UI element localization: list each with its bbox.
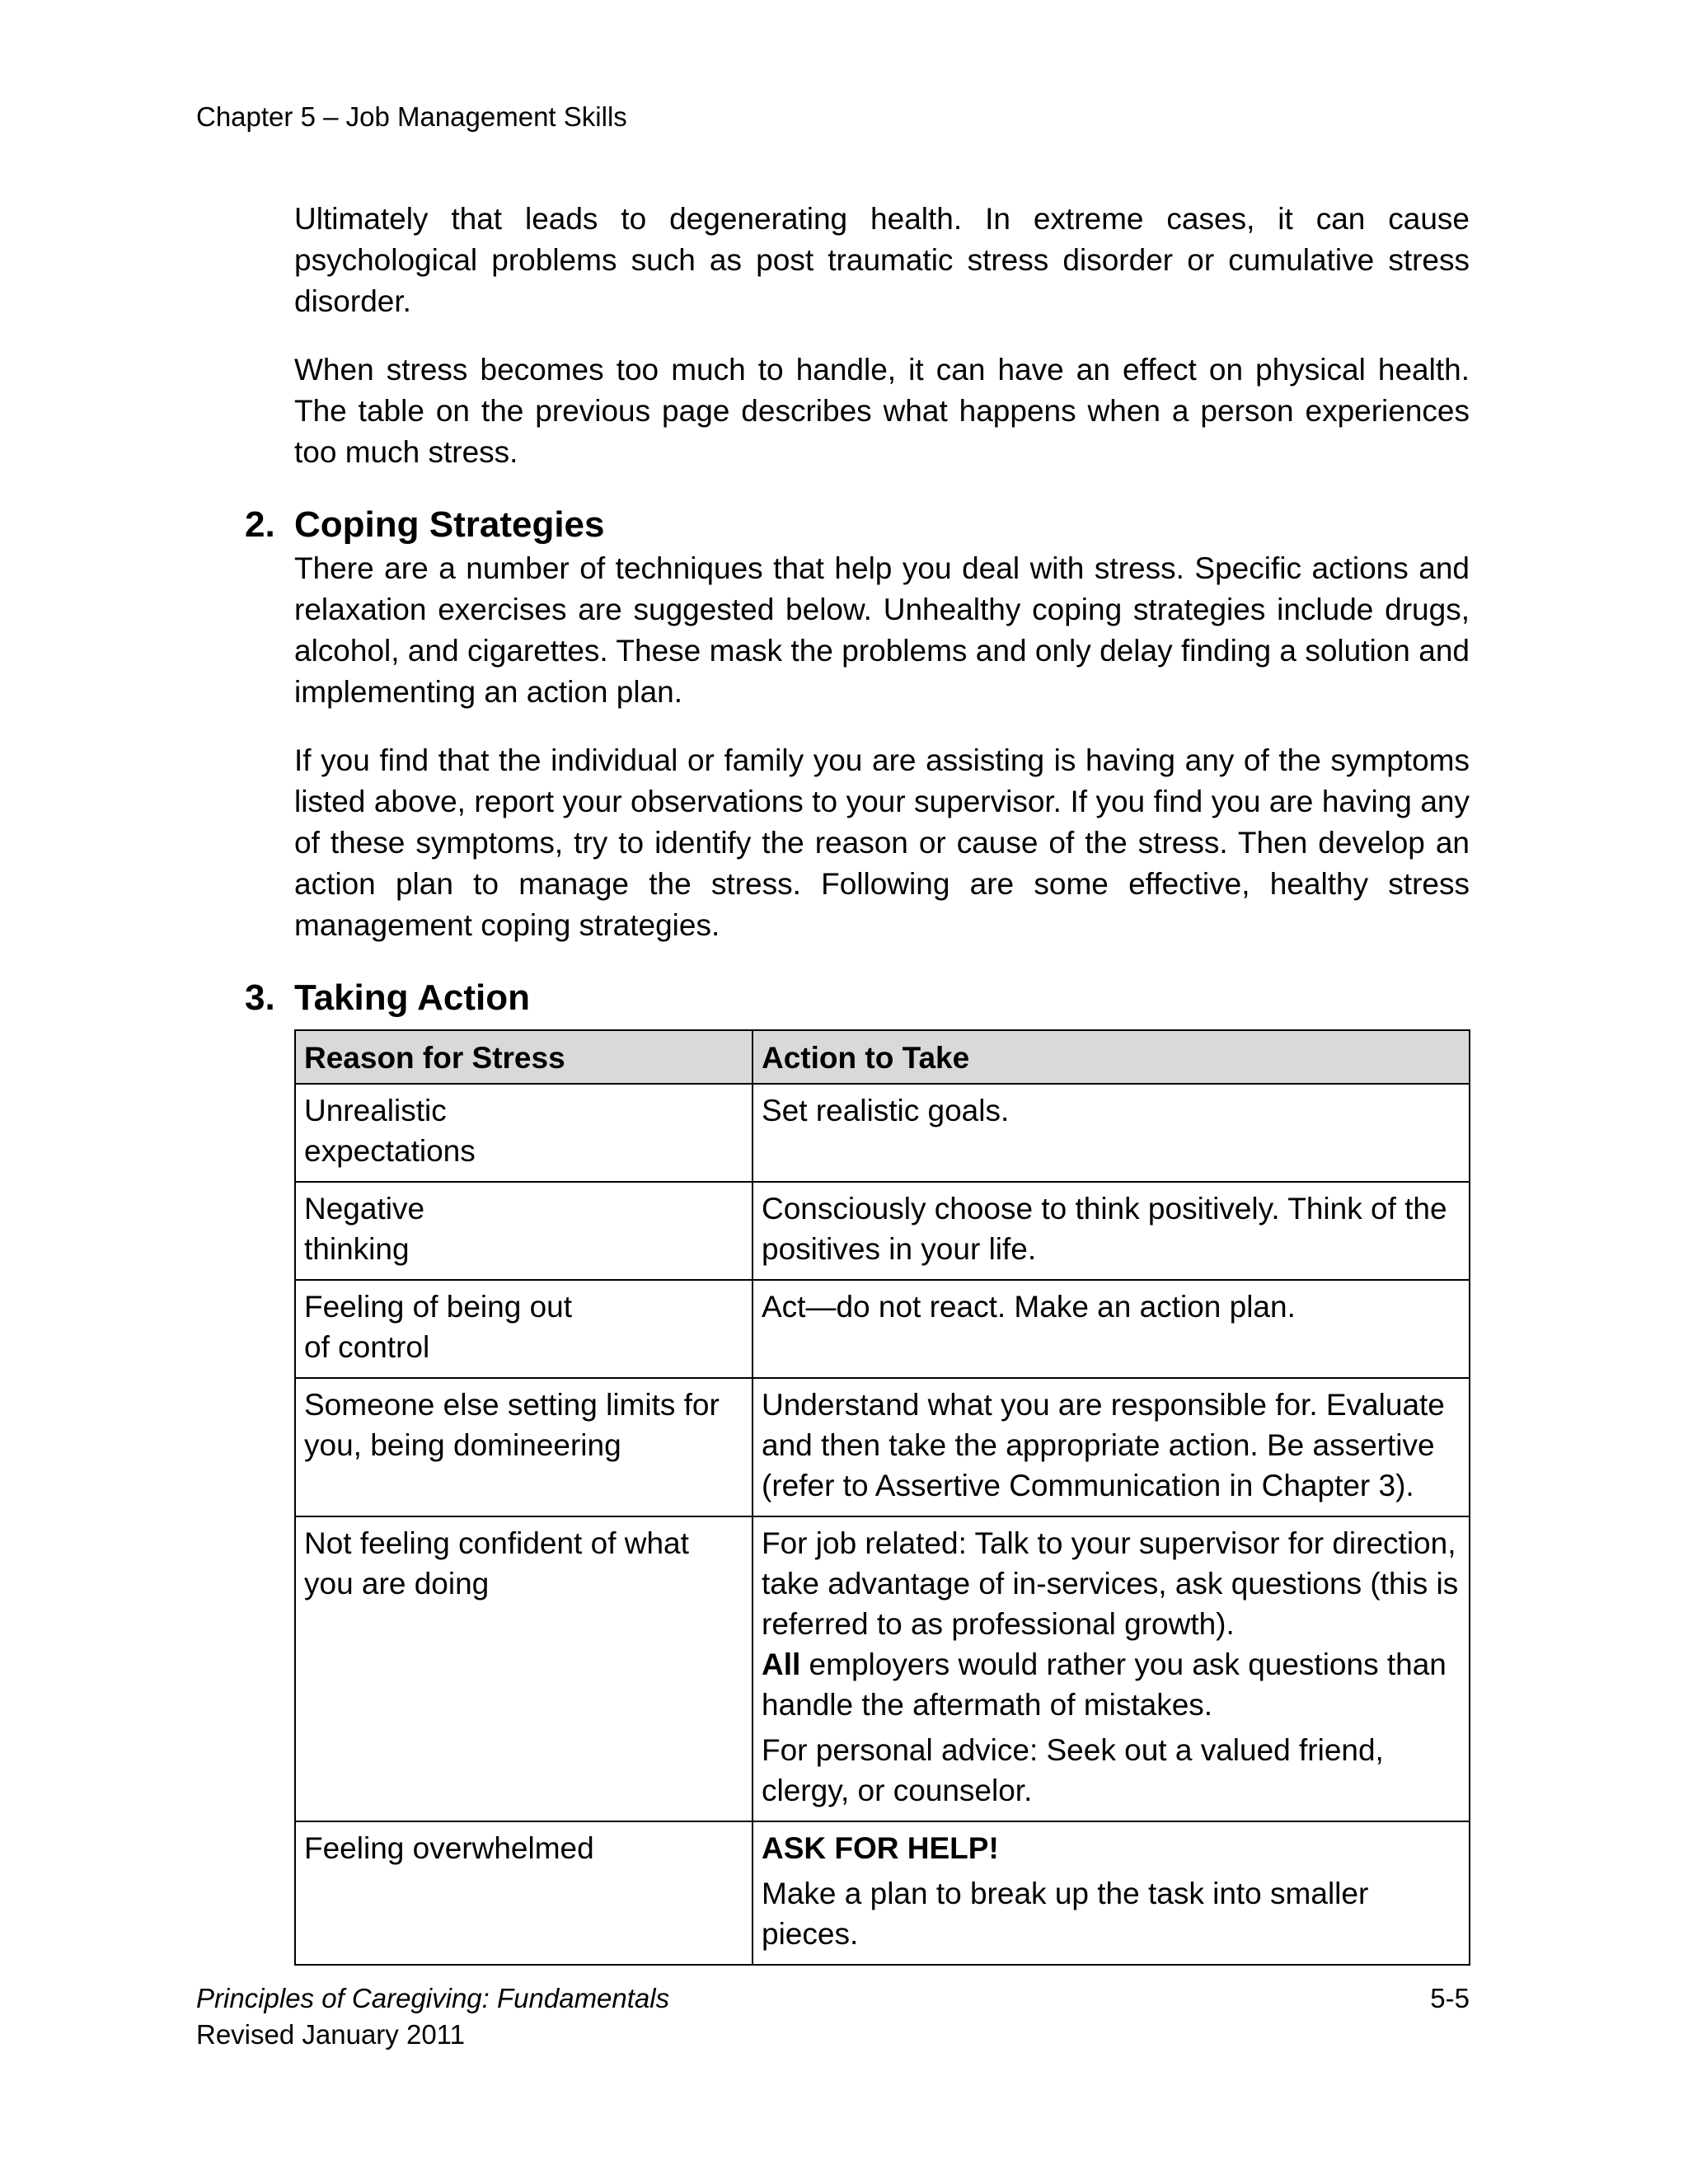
- section-number: 2.: [245, 504, 275, 545]
- table-row: [295, 1084, 1470, 1182]
- section-number: 3.: [245, 977, 275, 1018]
- reason-line: of control: [304, 1330, 430, 1364]
- action-cell: Understand what you are responsible for. Evaluate and then take the appropriate action. Be assertive (refer to Assertive Communication in Chapter 3).: [753, 1378, 1470, 1516]
- stress-action-table: [294, 1029, 1470, 1966]
- reason-line: thinking: [304, 1232, 410, 1266]
- header-reason-for-stress: Reason for Stress: [295, 1030, 753, 1084]
- section-title: Coping Strategies: [294, 504, 605, 545]
- page-number: 5-5: [1430, 1983, 1470, 2013]
- reason-cell: Someone else setting limits for you, being domineering: [295, 1378, 753, 1516]
- table-row: [295, 1821, 1470, 1965]
- reason-cell: Not feeling confident of what you are doing: [295, 1516, 753, 1821]
- intro-paragraph: When stress becomes too much to handle, it can have an effect on physical health. The table on the previous page describes what happens when a person experiences too much stress.: [294, 353, 1470, 469]
- reason-line: Feeling of being out: [304, 1290, 573, 1324]
- footer-revised-date: Revised January 2011: [196, 2019, 465, 2050]
- emphasis-all: All: [762, 1647, 801, 1681]
- table-row: [295, 1378, 1470, 1516]
- action-cell: Set realistic goals.: [753, 1084, 1470, 1182]
- intro-paragraph: Ultimately that leads to degenerating health. In extreme cases, it can cause psychological problems such as post traumatic stress disorder or cumulative stress disorder.: [294, 202, 1470, 318]
- reason-line: Negative: [304, 1192, 425, 1226]
- coping-paragraph: There are a number of techniques that help you deal with stress. Specific actions and relaxation exercises are suggested below. Unhealthy coping strategies include drugs, alcohol, and cigarettes. These mask the problems and only delay finding a solution and implementing an action plan.: [294, 551, 1470, 709]
- action-text-employers-rest: employers would rather you ask questions than handle the aftermath of mistakes.: [762, 1647, 1447, 1722]
- reason-line: Unrealistic: [304, 1094, 447, 1127]
- reason-cell: Feeling overwhelmed: [295, 1821, 753, 1965]
- page-footer: [196, 1980, 669, 2053]
- footer-book-title: Principles of Caregiving: Fundamentals: [196, 1983, 670, 2013]
- action-text-personal-advice: For personal advice: Seek out a valued friend, clergy, or counselor.: [762, 1733, 1384, 1807]
- section-heading-coping-strategies: [245, 500, 1470, 550]
- header-action-to-take: Action to Take: [753, 1030, 1470, 1084]
- action-text-job-related: For job related: Talk to your supervisor for direction, take advantage of in-services, ask questions (this is referred to as professional growth).: [762, 1526, 1459, 1641]
- section-heading-taking-action: [245, 973, 1470, 1023]
- page-content: [245, 199, 1470, 1966]
- page-header: Chapter 5 – Job Management Skills: [196, 101, 627, 132]
- reason-cell: [295, 1182, 753, 1280]
- section-title: Taking Action: [294, 977, 530, 1018]
- action-ask-for-help: ASK FOR HELP!: [762, 1831, 999, 1865]
- action-text-employers: [762, 1644, 1461, 1725]
- table-row: [295, 1516, 1470, 1821]
- table-row: [295, 1182, 1470, 1280]
- action-text: Make a plan to break up the task into smaller pieces.: [762, 1877, 1369, 1951]
- action-cell: [753, 1821, 1470, 1965]
- action-cell: [753, 1516, 1470, 1821]
- action-cell: Consciously choose to think positively. Think of the positives in your life.: [753, 1182, 1470, 1280]
- reason-cell: [295, 1084, 753, 1182]
- action-cell: Act—do not react. Make an action plan.: [753, 1280, 1470, 1378]
- coping-paragraph: If you find that the individual or family you are assisting is having any of the symptoms listed above, report your observations to your supervisor. If you find you are having any of these symptoms, try to identify the reason or cause of the stress. Then develop an action plan to manage the stress. Following are some effective, healthy stress management coping strategies.: [294, 743, 1470, 942]
- table-header-row: [295, 1030, 1470, 1084]
- reason-cell: [295, 1280, 753, 1378]
- table-row: [295, 1280, 1470, 1378]
- reason-line: expectations: [304, 1134, 476, 1168]
